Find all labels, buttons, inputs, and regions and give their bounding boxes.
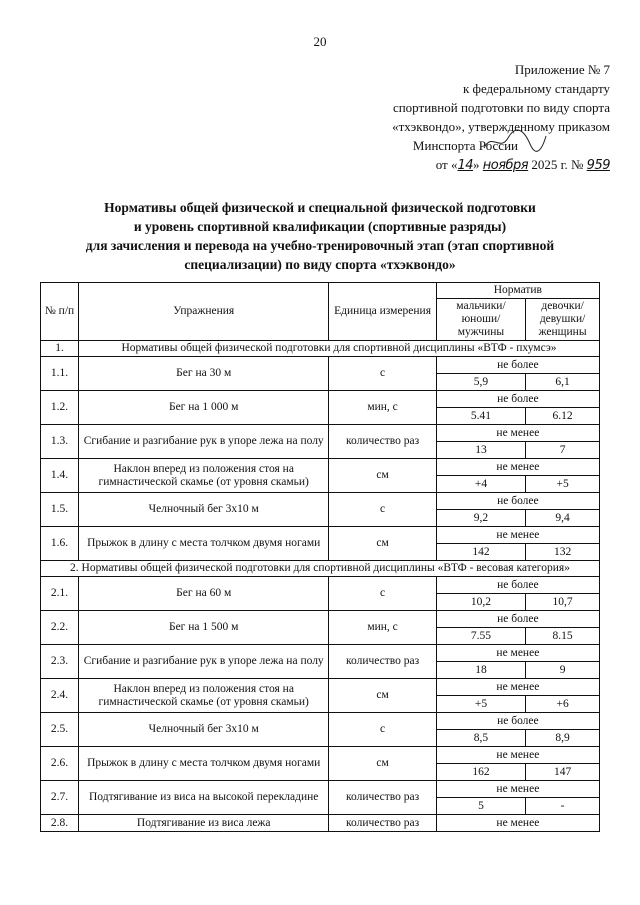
row-exercise: Сгибание и разгибание рук в упоре лежа на полу <box>79 645 329 679</box>
date-year: 2025 г. № <box>531 157 584 172</box>
document-title <box>40 198 600 274</box>
row-condition: не менее <box>436 747 599 764</box>
appendix-line-5: Минспорта России <box>412 138 518 153</box>
row-num: 1.3. <box>41 425 79 459</box>
row-unit: с <box>329 357 436 391</box>
row-num: 1.4. <box>41 459 79 493</box>
value-girls: 6,1 <box>526 374 600 391</box>
row-unit: количество раз <box>329 645 436 679</box>
appendix-line-1: Приложение № 7 <box>514 62 610 77</box>
appendix-line-2: к федеральному стандарту <box>462 81 610 96</box>
header-exercise: Упражнения <box>79 283 329 341</box>
row-exercise: Подтягивание из виса лежа <box>79 815 329 832</box>
row-unit: количество раз <box>329 781 436 815</box>
value-boys: 142 <box>436 544 525 561</box>
value-boys: +5 <box>436 696 525 713</box>
table-row <box>41 459 600 476</box>
row-num: 2.6. <box>41 747 79 781</box>
row-condition: не менее <box>436 815 599 832</box>
row-unit: с <box>329 493 436 527</box>
value-boys: 18 <box>436 662 525 679</box>
order-number: 959 <box>586 158 610 173</box>
header-girls: девочки/ девушки/ женщины <box>526 299 600 341</box>
value-girls: 7 <box>526 442 600 459</box>
section-1-header <box>41 341 600 357</box>
row-exercise: Челночный бег 3х10 м <box>79 493 329 527</box>
page-number: 20 <box>313 34 327 49</box>
table-row <box>41 391 600 408</box>
appendix-header <box>392 60 610 175</box>
title-line-4: специализации) по виду спорта «тхэквондо» <box>184 257 456 272</box>
table-row <box>41 425 600 442</box>
table-row <box>41 527 600 544</box>
value-boys: 7.55 <box>436 628 525 645</box>
value-boys: 9,2 <box>436 510 525 527</box>
norms-table <box>40 282 600 832</box>
value-boys: 10,2 <box>436 594 525 611</box>
title-line-1: Нормативы общей физической и специальной физической подготовки <box>104 200 536 215</box>
row-condition: не менее <box>436 459 599 476</box>
row-num: 2.3. <box>41 645 79 679</box>
order-date-line <box>392 155 610 175</box>
value-girls: 9,4 <box>526 510 600 527</box>
row-exercise: Подтягивание из виса на высокой перекладине <box>79 781 329 815</box>
value-girls: 6.12 <box>526 408 600 425</box>
header-unit: Единица измерения <box>329 283 436 341</box>
table-row <box>41 781 600 798</box>
row-num: 2.8. <box>41 815 79 832</box>
row-condition: не более <box>436 577 599 594</box>
table-row <box>41 713 600 730</box>
value-girls: 10,7 <box>526 594 600 611</box>
table-row <box>41 747 600 764</box>
section-2-title: 2. Нормативы общей физической подготовки для спортивной дисциплины «ВТФ - весовая категория» <box>41 561 600 577</box>
row-num: 1.2. <box>41 391 79 425</box>
appendix-line-4: «тхэквондо», утвержденному приказом <box>392 119 610 134</box>
row-condition: не более <box>436 357 599 374</box>
value-boys: 5.41 <box>436 408 525 425</box>
row-unit: мин, с <box>329 391 436 425</box>
row-num: 2.7. <box>41 781 79 815</box>
row-unit: см <box>329 459 436 493</box>
date-prefix: от « <box>435 157 458 172</box>
row-num: 1.5. <box>41 493 79 527</box>
appendix-line-3: спортивной подготовки по виду спорта <box>392 100 610 115</box>
row-condition: не более <box>436 713 599 730</box>
row-unit: с <box>329 713 436 747</box>
table-row <box>41 679 600 696</box>
date-month: ноября <box>482 158 529 173</box>
date-day: 14 <box>457 158 474 173</box>
row-num: 2.5. <box>41 713 79 747</box>
row-condition: не более <box>436 391 599 408</box>
row-condition: не более <box>436 611 599 628</box>
row-num: 1.1. <box>41 357 79 391</box>
row-unit: см <box>329 679 436 713</box>
header-boys: мальчики/ юноши/ мужчины <box>436 299 525 341</box>
title-line-2: и уровень спортивной квалификации (спортивные разряды) <box>133 219 507 234</box>
row-exercise: Прыжок в длину с места толчком двумя ногами <box>79 747 329 781</box>
row-exercise: Челночный бег 3х10 м <box>79 713 329 747</box>
row-condition: не более <box>436 493 599 510</box>
header-norm: Норматив <box>436 283 599 299</box>
table-row <box>41 611 600 628</box>
row-condition: не менее <box>436 679 599 696</box>
row-unit: количество раз <box>329 815 436 832</box>
row-condition: не менее <box>436 781 599 798</box>
value-boys: +4 <box>436 476 525 493</box>
value-girls: 8,9 <box>526 730 600 747</box>
row-unit: см <box>329 527 436 561</box>
row-exercise: Бег на 1 500 м <box>79 611 329 645</box>
row-num: 2.4. <box>41 679 79 713</box>
table-row <box>41 577 600 594</box>
row-unit: количество раз <box>329 425 436 459</box>
value-girls: 132 <box>526 544 600 561</box>
table-row <box>41 493 600 510</box>
row-exercise: Наклон вперед из положения стоя на гимнастической скамье (от уровня скамьи) <box>79 459 329 493</box>
row-unit: мин, с <box>329 611 436 645</box>
section-1-num: 1. <box>41 341 79 357</box>
value-girls: +6 <box>526 696 600 713</box>
section-2-header <box>41 561 600 577</box>
row-num: 1.6. <box>41 527 79 561</box>
row-exercise: Бег на 1 000 м <box>79 391 329 425</box>
value-boys: 8,5 <box>436 730 525 747</box>
row-exercise: Бег на 60 м <box>79 577 329 611</box>
row-exercise: Бег на 30 м <box>79 357 329 391</box>
row-condition: не менее <box>436 425 599 442</box>
value-girls: 8.15 <box>526 628 600 645</box>
row-num: 2.2. <box>41 611 79 645</box>
value-boys: 5,9 <box>436 374 525 391</box>
title-line-3: для зачисления и перевода на учебно-тренировочный этап (этап спортивной <box>85 238 555 253</box>
row-exercise: Прыжок в длину с места толчком двумя ногами <box>79 527 329 561</box>
table-row <box>41 815 600 832</box>
value-girls: 9 <box>526 662 600 679</box>
row-condition: не менее <box>436 527 599 544</box>
signature-scribble-icon <box>480 128 550 154</box>
value-boys: 5 <box>436 798 525 815</box>
row-num: 2.1. <box>41 577 79 611</box>
value-girls: - <box>526 798 600 815</box>
table-row <box>41 357 600 374</box>
value-girls: 147 <box>526 764 600 781</box>
table-row <box>41 645 600 662</box>
row-unit: см <box>329 747 436 781</box>
value-boys: 162 <box>436 764 525 781</box>
row-unit: с <box>329 577 436 611</box>
date-mid: » <box>473 157 480 172</box>
row-condition: не менее <box>436 645 599 662</box>
row-exercise: Сгибание и разгибание рук в упоре лежа на полу <box>79 425 329 459</box>
value-girls: +5 <box>526 476 600 493</box>
header-num: № п/п <box>41 283 79 341</box>
section-1-title: Нормативы общей физической подготовки для спортивной дисциплины «ВТФ - пхумсэ» <box>79 341 600 357</box>
row-exercise: Наклон вперед из положения стоя на гимнастической скамье (от уровня скамьи) <box>79 679 329 713</box>
value-boys: 13 <box>436 442 525 459</box>
